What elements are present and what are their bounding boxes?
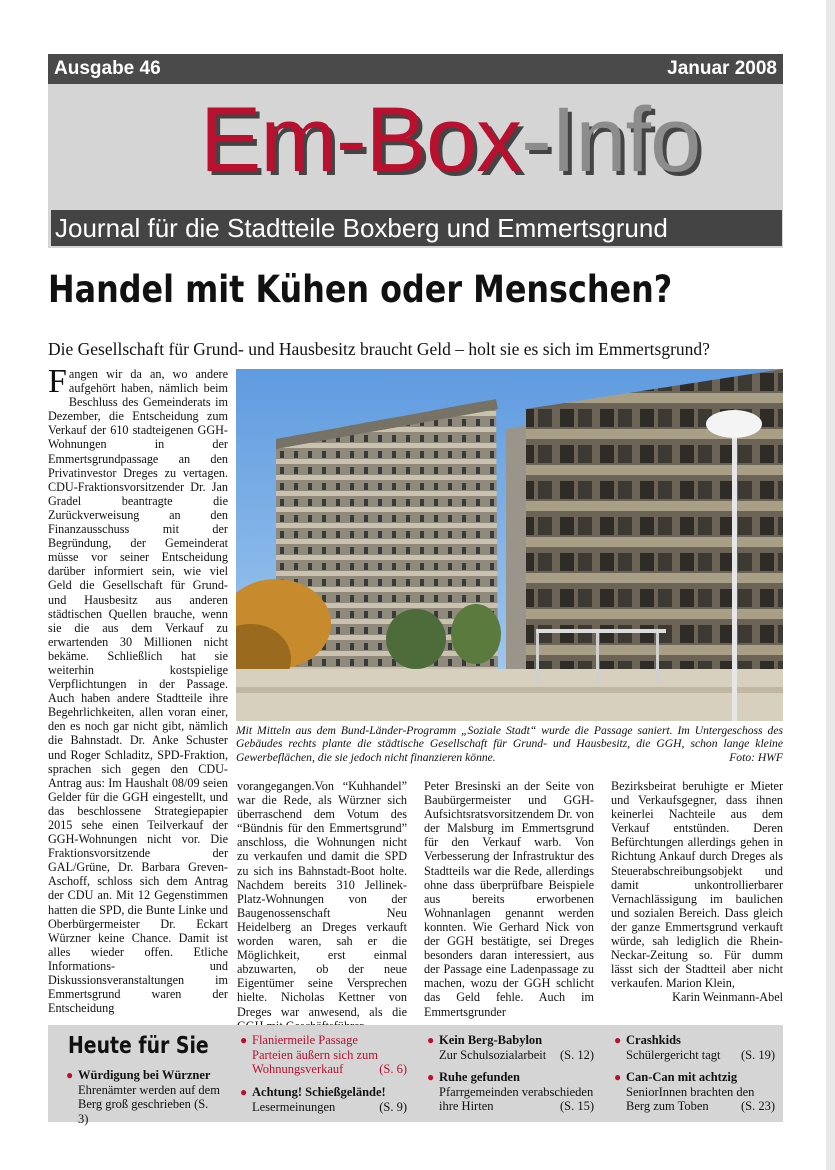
- toc-item[interactable]: [614, 1070, 775, 1114]
- drop-cap: F: [48, 363, 67, 400]
- article-column-1: [48, 363, 228, 1016]
- article-headline: Handel mit Kühen oder Menschen?: [48, 268, 673, 311]
- photo-credit: Foto: HWF: [729, 750, 783, 764]
- page-edge: [826, 0, 835, 1170]
- issue-number: Ausgabe 46: [54, 58, 161, 79]
- toc-item-title: Würdigung bei Würzner: [78, 1068, 211, 1082]
- column-4-text: Bezirksbeirat beruhigte er Mieter und Verkaufsgegner, dass ihnen keinerlei Nachteile aus dem Verkauf entstünden. Deren Befürchtungen allerdings gehen in Richtung Ankauf durch Dreges als Steuerabschreibungsobjekt und damit unkontrollierbarer Vernachlässigung im baulichen und sozialen Bereich. Dass gleich der ganze Emmertsgrund verkauft würde, sah lediglich die Rhein-Neckar-Zeitung so. Für dumm lässt sich der Stadtteil aber nicht verkaufen. Marion Klein,: [611, 779, 783, 991]
- logo-part-info: -Info: [521, 89, 701, 191]
- caption-text: Mit Mitteln aus dem Bund-Länder-Programm „Soziale Stadt“ wurde die Passage saniert. Im Untergeschoss des Gebäudes rechts plante die städtische Gesellschaft für Grund- und Hausbesitz, die GGH, schon lange kleine Gewerbeflächen, die sie jedoch nicht finanzieren könne.: [236, 724, 783, 764]
- article-column-3: Peter Bresinski an der Seite von Baubürgermeister und GGH-Aufsichtsratsvorsitzendem Dr. von der Malsburg im Emmertsgrund für den Verkauf warb. Von Verbesserung der Infrastruktur des Stadtteils war die Rede, allerdings ohne dass überprüfbare Beispiele aus bereits erworbenen Wohnanlagen genannt werden konnten. Wie Gerhard Nick von der GGH bestätigte, sei Dreges besonders daran interessiert, aus der Passage eine Ladenpassage zu machen, wozu der GGH schlicht das Geld fehle. Auch im Emmertsgrunder: [424, 779, 594, 1019]
- column-1-text: angen wir da an, wo andere aufgehört haben, nämlich beim Beschluss des Gemeinderats im Dezember, die Entscheidung zum Verkauf der 610 stadteigenen GGH-Wohnungen in der Emmertsgrundpassage an den Privatinvestor Dreges zu vertagen. CDU-Fraktionsvorsitzender Dr. Jan Gradel beantragte die Zurückverweisung an den Finanzausschuss mit der Begründung, der Gemeinderat müsse vor seiner Entscheidung darüber informiert sein, wie viel Geld die Gesellschaft für Grund- und Hausbesitz aus anderen städtischen Quellen brauche, wenn sie die aus dem Verkauf zu erwartenden 30 Millionen nicht bekäme. Schließlich hat sie weiterhin kostspielige Verpflichtungen in der Passage. Auch haben andere Stadtteile ihre Begehrlichkeiten, allen voran einer, den es noch gar nicht gibt, nämlich die Bahnstadt. Dr. Anke Schuster und Roger Schladitz, SPD-Fraktion, sprachen sich gegen den CDU-Antrag aus: Im Haushalt 08/09 seien Gelder für die GGH eingestellt, und das beschlossene Strategiepapier 2015 sehe einen Teilverkauf der GGH-Wohnungen nicht vor. Die Fraktionsvorsitzende der GAL/Grüne, Dr. Barbara Greven-Aschoff, schloss sich dem Antrag der CDU an. Mit 12 Gegenstimmen hatten die SPD, die Bunte Linke und Oberbürgermeister Dr. Eckart Würzner keine Chance. Damit ist alles wieder offen. Etliche Informations- und Diskussionsveranstaltungen im Emmertsgrund waren der Entscheidung: [48, 367, 228, 1016]
- masthead-logo: [200, 90, 700, 190]
- toc-item[interactable]: [614, 1033, 775, 1062]
- toc-item-text: Ehrenämter werden auf dem Berg groß geschrieben (S. 3): [78, 1082, 220, 1126]
- article-column-4: [611, 779, 783, 1005]
- teaser-title: Heute für Sie: [68, 1033, 209, 1059]
- toc-item-text: Parteien äußern sich zum Wohnungsverkauf (S. 6): [252, 1047, 407, 1076]
- toc-item-text: Lesermeinungen (S. 9): [252, 1099, 407, 1114]
- article-photo: [236, 369, 783, 721]
- table-of-contents-box: [48, 1025, 783, 1126]
- article-subheadline: Die Gesellschaft für Grund- und Hausbesitz braucht Geld – holt sie es sich im Emmertsgrund?: [48, 339, 710, 359]
- photo-caption: [236, 724, 783, 764]
- logo-part-em: Em: [200, 89, 336, 191]
- issue-bar: [48, 54, 783, 84]
- toc-item-text: Zur Schulsozialarbeit (S. 12): [439, 1047, 594, 1062]
- bullet-icon: ●: [240, 1085, 248, 1099]
- bullet-icon: ●: [66, 1068, 74, 1082]
- masthead: [48, 54, 783, 248]
- toc-item-text: Schülergericht tagt (S. 19): [626, 1047, 775, 1062]
- toc-item-title: Achtung! Schießgelände!: [252, 1085, 386, 1099]
- building-photo-illustration: [236, 369, 783, 721]
- toc-item[interactable]: [427, 1033, 594, 1062]
- toc-item[interactable]: [66, 1068, 220, 1126]
- bullet-icon: ●: [614, 1070, 622, 1084]
- article-column-2: vorangegangen.Von “Kuhhandel” war die Rede, als Würzner sich überraschend dem Votum des “Bündnis für den Emmertsgrund” anschloss, die Wohnungen nicht zu verkaufen und damit die SPD zu sich ins Bahnstadt-Boot holte. Nachdem bereits 310 Jellinek-Platz-Wohnungen von der Baugenossenschaft Neu Heidelberg an Dreges verkauft worden waren, sah er die Möglichkeit, erst einmal abzuwarten, ob der neue Eigentümer seine Versprechen hielte. Nicholas Kettner von Dreges war anwesend, als die: [237, 779, 407, 1019]
- toc-item-title: Can-Can mit achtzig: [626, 1070, 738, 1084]
- toc-item[interactable]: [427, 1070, 594, 1114]
- toc-item-title: Crashkids: [626, 1033, 681, 1047]
- toc-item[interactable]: [240, 1085, 407, 1114]
- bullet-icon: ●: [427, 1033, 435, 1047]
- logo-dash: -: [336, 89, 366, 191]
- toc-item[interactable]: [240, 1033, 407, 1077]
- issue-date: Januar 2008: [667, 58, 777, 79]
- toc-item-title: Flaniermeile Passage: [252, 1033, 358, 1047]
- toc-item-title: Kein Berg-Babylon: [439, 1033, 543, 1047]
- toc-item-title: Ruhe gefunden: [439, 1070, 520, 1084]
- masthead-tagline: Journal für die Stadtteile Boxberg und Emmertsgrund: [51, 210, 782, 246]
- author-signature: Karin Weinmann-Abel: [672, 990, 783, 1005]
- toc-item-text: Pfarrgemeinden verabschieden ihre Hirten (S. 15): [439, 1084, 594, 1113]
- bullet-icon: ●: [240, 1033, 248, 1047]
- bullet-icon: ●: [427, 1070, 435, 1084]
- toc-item-text: SeniorInnen brachten den Berg zum Toben (S. 23): [626, 1084, 775, 1113]
- logo-part-box: Box: [365, 89, 522, 191]
- bullet-icon: ●: [614, 1033, 622, 1047]
